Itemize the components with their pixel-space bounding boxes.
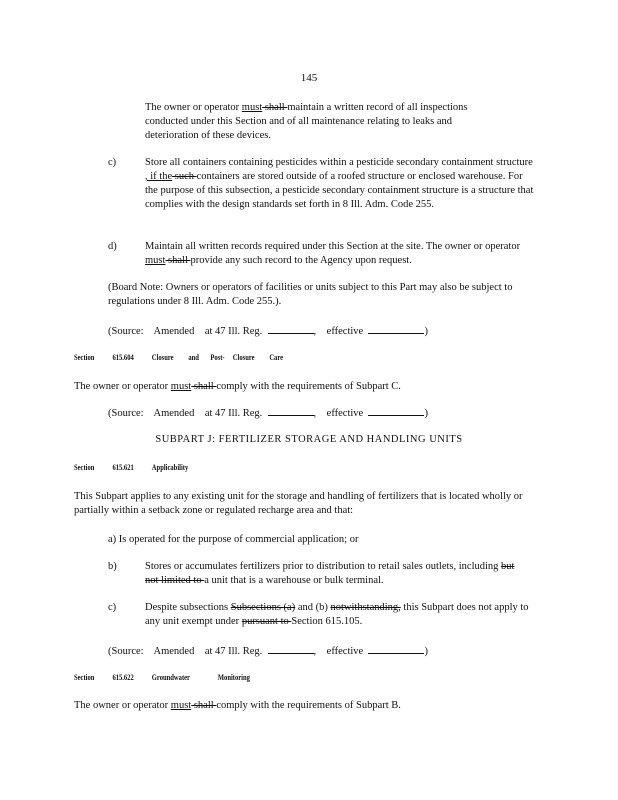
page-number: 145 (300, 72, 318, 84)
text: a unit that is a warehouse or bulk terminal. (204, 575, 384, 586)
deleted-text: shall (165, 255, 191, 266)
text: Closure (151, 353, 174, 362)
text: this Subpart does not apply to any unit exempt under (145, 602, 529, 627)
text: effective (326, 326, 364, 337)
blank-line (268, 406, 314, 416)
text: at 47 Ill. Reg. (204, 326, 263, 337)
item-label-c: c) (108, 602, 117, 613)
text: at 47 Ill. Reg. (204, 408, 263, 419)
inserted-text: must (145, 255, 166, 266)
blank-line (268, 324, 314, 334)
text: Amended (153, 646, 195, 657)
deleted-text: but not limited to (145, 561, 515, 586)
text: Care (269, 353, 284, 362)
text: Section (74, 463, 95, 472)
text: Monitoring (217, 673, 250, 682)
text: The owner or operator (145, 102, 242, 113)
source-note (108, 644, 428, 657)
text: , (313, 408, 317, 419)
subpart-heading: SUBPART J: FERTILIZER STORAGE AND HANDLING UNITS (155, 434, 463, 445)
paragraph-621: This Subpart applies to any existing unit for the storage and handling of fertilizers that is located wholly or partially within a setback zone or regulated recharge area and that: (74, 491, 523, 516)
blank-line (268, 644, 314, 654)
inserted-text: , if the (145, 171, 173, 182)
text: and (b) (295, 602, 331, 613)
blank-line (368, 644, 424, 654)
text: Section 615.105. (291, 616, 363, 627)
deleted-text: shall (262, 102, 288, 113)
text: provide any such record to the Agency upon request. (190, 255, 412, 266)
text: Closure (232, 353, 255, 362)
paragraph-inspections (145, 101, 497, 143)
text: Applicability (151, 463, 189, 472)
text: (Source: (108, 646, 144, 657)
item-b-text (145, 560, 515, 588)
text: maintain a written record of all inspections conducted under this Section and of all maintenance relating to leaks and deterioration of these devices. (145, 102, 468, 141)
text: and (188, 353, 199, 362)
deleted-text: Subsections (a) (230, 602, 296, 613)
item-label-b: b) (108, 561, 117, 572)
text: Section (74, 673, 95, 682)
text: Post- (210, 353, 225, 362)
blank-line (368, 406, 424, 416)
text: Maintain all written records required under this Section at the site. The owner or operator (145, 241, 521, 252)
text: ) (424, 646, 428, 657)
item-c-text (145, 156, 535, 212)
item-label-c: c) (108, 157, 117, 168)
text: , (313, 326, 317, 337)
item-label-d: d) (108, 241, 117, 252)
source-note (108, 406, 428, 419)
text: The owner or operator (74, 381, 171, 392)
text: ) (424, 326, 428, 337)
text: comply with the requirements of Subpart B. (216, 700, 401, 711)
paragraph-622 (74, 699, 534, 713)
text: The owner or operator (74, 700, 171, 711)
text: at 47 Ill. Reg. (204, 646, 263, 657)
paragraph-604 (74, 380, 534, 394)
text: Amended (153, 326, 195, 337)
item-d-text (145, 240, 537, 268)
blank-line (368, 324, 424, 334)
text: 615.621 (112, 463, 134, 472)
text: 615.622 (112, 673, 134, 682)
section-heading-622 (74, 673, 250, 682)
text: , (313, 646, 317, 657)
inserted-text: must (241, 102, 263, 113)
text: Section (74, 353, 95, 362)
board-note: (Board Note: Owners or operators of facilities or units subject to this Part may also be subject to regulations under 8 Ill. Adm. Code 255.). (108, 282, 513, 307)
deleted-text: shall (191, 700, 217, 711)
text: (Source: (108, 326, 144, 337)
deleted-text: shall (191, 381, 217, 392)
item-a (108, 533, 528, 547)
section-heading-621 (74, 463, 188, 472)
item-label-a: a) (108, 534, 117, 545)
section-heading-604 (74, 353, 283, 362)
item-a-text: Is operated for the purpose of commercial application; or (118, 534, 359, 545)
inserted-text: must (170, 700, 192, 711)
text: Groundwater (151, 673, 190, 682)
text: (Source: (108, 408, 144, 419)
text: Stores or accumulates fertilizers prior to distribution to retail sales outlets, including (145, 561, 502, 572)
item-c2-text (145, 601, 529, 629)
deleted-text: pursuant to (241, 616, 292, 627)
text: 615.604 (112, 353, 134, 362)
text: containers are stored outside of a roofed structure or enclosed warehouse. For the purpose of this subsection, a pesticide secondary containment structure is a structure that complies with the design standards set forth in 8 Ill. Adm. Code 255. (145, 171, 534, 210)
text: Store all containers containing pesticides within a pesticide secondary containment structure (145, 157, 533, 168)
deleted-text: such (172, 171, 197, 182)
text: Despite subsections (145, 602, 231, 613)
text: effective (326, 408, 364, 419)
text: Amended (153, 408, 195, 419)
text: effective (326, 646, 364, 657)
inserted-text: must (170, 381, 192, 392)
deleted-text: notwithstanding, (330, 602, 401, 613)
text: comply with the requirements of Subpart C. (216, 381, 401, 392)
source-note (108, 324, 428, 337)
text: ) (424, 408, 428, 419)
